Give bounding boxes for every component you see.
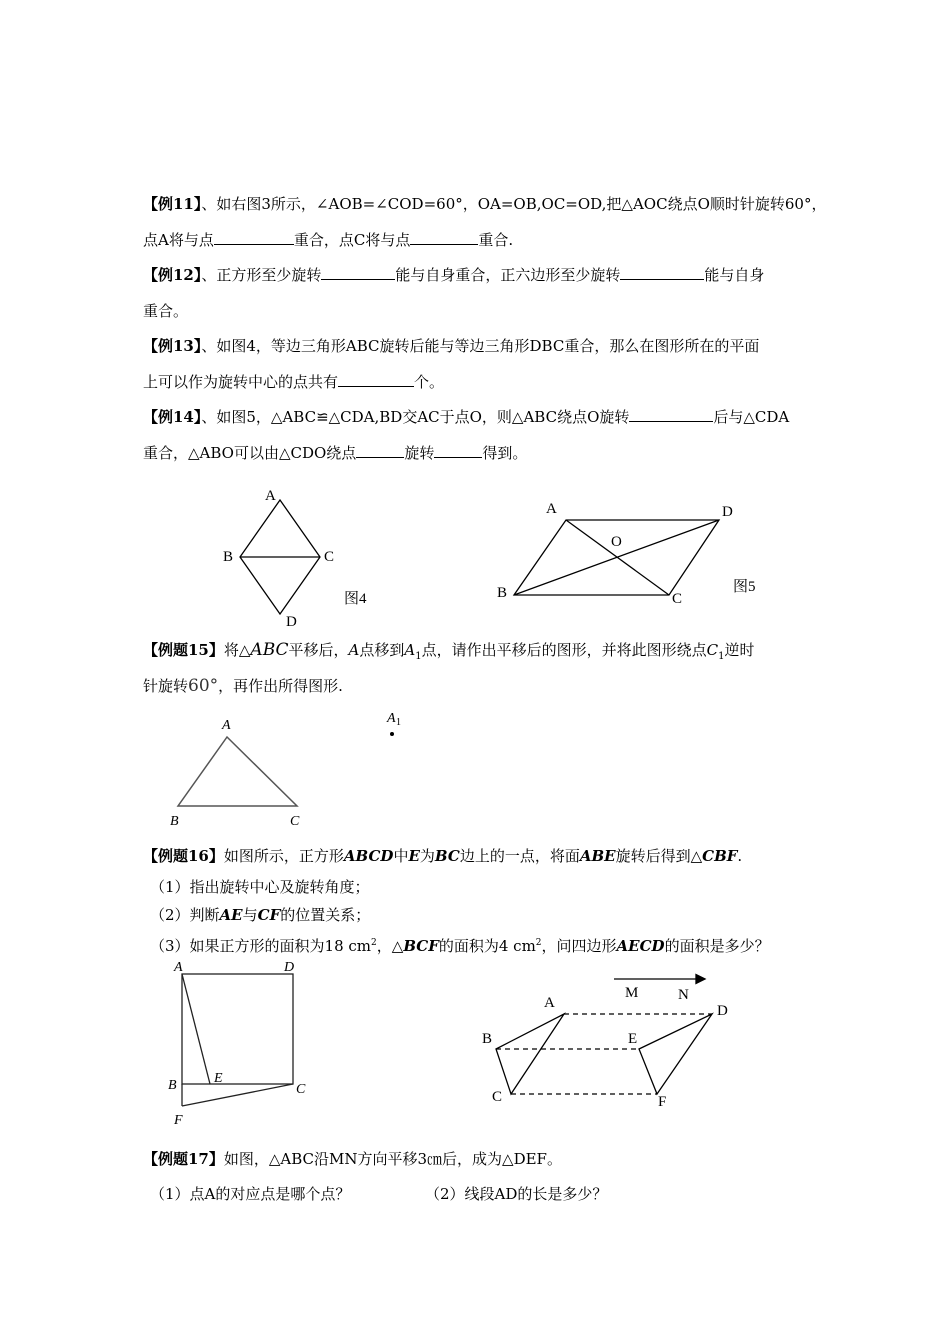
fig16-label-e: E <box>214 1071 223 1086</box>
translation-dashed-lines <box>496 1014 712 1094</box>
example-16-tag: 【例题16】 <box>143 847 224 865</box>
question-3-text: ，问四边形 <box>541 937 617 955</box>
square-abcd-shape <box>182 974 293 1084</box>
segment-ae-label: AE <box>219 906 243 924</box>
segment-ae <box>182 974 210 1084</box>
point-a1-dot <box>390 732 394 736</box>
fig5-label-a: A <box>546 501 557 517</box>
fig4-label-d: D <box>286 614 297 630</box>
example-17-text-1: 如图，△ABC沿MN方向平移3㎝后，成为△DEF。 <box>223 1150 562 1168</box>
example-13-text-2b: 个。 <box>414 373 445 391</box>
example-14-text-1b: 后与△CDA <box>713 408 790 426</box>
example-14-text-2b: 旋转 <box>404 444 435 462</box>
example-16-text: 为 <box>419 847 435 865</box>
example-15-text-2b: ，再作出所得图形. <box>218 677 343 695</box>
example-17-tag: 【例题17】 <box>143 1150 224 1168</box>
figure-4-labels <box>223 488 367 630</box>
example-14-text-1a: 、如图5，△ABC≌△CDA,BD交AC于点O，则△ABC绕点O旋转 <box>201 408 630 426</box>
fig15-label-b: B <box>170 814 179 829</box>
fig17-label-m: M <box>625 985 639 1001</box>
triangle-abe-label: ABE <box>579 847 616 865</box>
point-a1-label: A <box>404 641 416 659</box>
example-14-text-2a: 重合，△ABO可以由△CDO绕点 <box>143 444 357 462</box>
fig16-label-c: C <box>296 1082 306 1097</box>
angle-60-label: 60° <box>188 676 219 696</box>
fig17-label-b: B <box>482 1031 493 1047</box>
triangle-abc-shape <box>178 737 297 806</box>
example-11-text-2a: 点A将与点 <box>143 231 214 249</box>
example-11-text-2c: 重合. <box>478 231 514 249</box>
example-11-text-1: 、如右图3所示，∠AOB=∠COD=60°，OA=OB,OC=OD,把△AOC绕点O顺时针旋转60°， <box>201 195 827 213</box>
example-16-text: 旋转后得到△ <box>615 847 703 865</box>
quad-aecd-label: AECD <box>616 937 665 955</box>
example-11-text-2b: 重合，点C将与点 <box>293 231 411 249</box>
fig4-caption: 图4 <box>344 591 367 607</box>
example-15-text-1e: 逆时 <box>724 641 755 659</box>
example-12-text-2: 重合。 <box>143 302 189 320</box>
example-17-q1-text: （1）点A的对应点是哪个点？ <box>150 1185 351 1203</box>
square-abcd-label: ABCD <box>343 847 394 865</box>
segment-bc-label: BC <box>434 847 460 865</box>
example-15-text-2a: 针旋转 <box>143 677 189 695</box>
superscript: 2 <box>371 938 377 948</box>
fig17-label-a: A <box>544 995 555 1011</box>
fig16-label-a: A <box>174 960 183 975</box>
example-16-text: 如图所示，正方形 <box>223 847 344 865</box>
segment-cf-label: CF <box>257 906 281 924</box>
figure-15-labels <box>170 711 401 829</box>
triangle-def-17 <box>639 1014 712 1094</box>
fig5-caption: 图5 <box>733 579 756 595</box>
example-13-text-1: 、如图4，等边三角形ABC旋转后能与等边三角形DBC重合，那么在图形所在的平面 <box>201 337 760 355</box>
triangle-abc-label: ABC <box>250 640 289 660</box>
fig15-label-a: A <box>222 718 231 733</box>
figure-16 <box>182 974 293 1106</box>
fig5-label-d: D <box>722 504 733 520</box>
example-15-text-1b: 平移后， <box>288 641 349 659</box>
figure-5 <box>514 520 719 595</box>
example-11-tag: 【例11】 <box>143 195 202 213</box>
fig17-label-c: C <box>492 1089 503 1105</box>
fig5-label-b: B <box>497 585 508 601</box>
diagonal-bd <box>514 520 719 595</box>
example-15-tag: 【例题15】 <box>143 641 224 659</box>
question-3-text: （3）如果正方形的面积为18 cm <box>150 937 372 955</box>
fig17-label-f: F <box>658 1094 667 1110</box>
example-14-tag: 【例14】 <box>143 408 202 426</box>
example-12-tag: 【例12】 <box>143 266 202 284</box>
figure-15 <box>178 737 297 806</box>
example-16-text: 中 <box>393 847 409 865</box>
mn-arrow-head <box>696 975 705 984</box>
triangle-bcf-label: BCF <box>403 937 439 955</box>
example-15-text-1c: 点移到 <box>359 641 405 659</box>
question-2-text: （2）判断 <box>150 906 220 924</box>
triangle-abc-17 <box>496 1014 564 1094</box>
point-a1-subscript: 1 <box>415 651 422 662</box>
question-3-text: 的面积为4 cm <box>438 937 536 955</box>
example-12-text-1c: 能与自身 <box>704 266 765 284</box>
fig15-label-a1-sub: 1 <box>396 717 401 728</box>
figure-17-labels <box>482 985 728 1110</box>
example-16-text: 边上的一点，将面 <box>459 847 580 865</box>
fig17-label-e: E <box>628 1031 638 1047</box>
example-16-text: . <box>737 847 743 865</box>
question-3-text: 的面积是多少？ <box>664 937 770 955</box>
fig17-label-n: N <box>678 987 689 1003</box>
fig4-label-a: A <box>265 488 276 504</box>
fig5-label-o: O <box>611 534 622 550</box>
example-14-text-2c: 得到。 <box>482 444 528 462</box>
point-e-label: E <box>408 847 420 865</box>
question-2-text: 的位置关系； <box>280 906 371 924</box>
question-1-text: （1）指出旋转中心及旋转角度； <box>150 878 370 896</box>
fig16-label-d: D <box>284 960 295 975</box>
example-13-tag: 【例13】 <box>143 337 202 355</box>
question-2-text: 与 <box>242 906 258 924</box>
example-12-text-1a: 、正方形至少旋转 <box>201 266 322 284</box>
example-13-text-2a: 上可以作为旋转中心的点共有 <box>143 373 339 391</box>
fig15-label-a1: A <box>387 711 396 726</box>
fig4-label-c: C <box>324 549 335 565</box>
figure-16-labels <box>168 960 306 1128</box>
fig17-label-d: D <box>717 1003 728 1019</box>
fig4-label-b: B <box>223 549 234 565</box>
example-17-q2-text: （2）线段AD的长是多少？ <box>425 1185 608 1203</box>
question-3-text: ，△ <box>376 937 404 955</box>
fig15-label-c: C <box>290 814 300 829</box>
triangle-cbf-label: CBF <box>702 847 738 865</box>
fig16-label-b: B <box>168 1078 177 1093</box>
segment-fc <box>182 1084 293 1106</box>
fig5-label-c: C <box>672 591 683 607</box>
point-c1-subscript: 1 <box>718 651 725 662</box>
fig16-label-f: F <box>174 1113 183 1128</box>
example-15-text-1d: 点，请作出平移后的图形，并将此图形绕点 <box>421 641 707 659</box>
point-c1-label: C <box>706 641 719 659</box>
example-12-text-1b: 能与自身重合，正六边形至少旋转 <box>395 266 621 284</box>
point-a-label: A <box>348 641 360 659</box>
figure-4 <box>240 500 320 614</box>
example-15-text-1a: 将△ <box>223 641 251 659</box>
superscript: 2 <box>535 938 542 948</box>
